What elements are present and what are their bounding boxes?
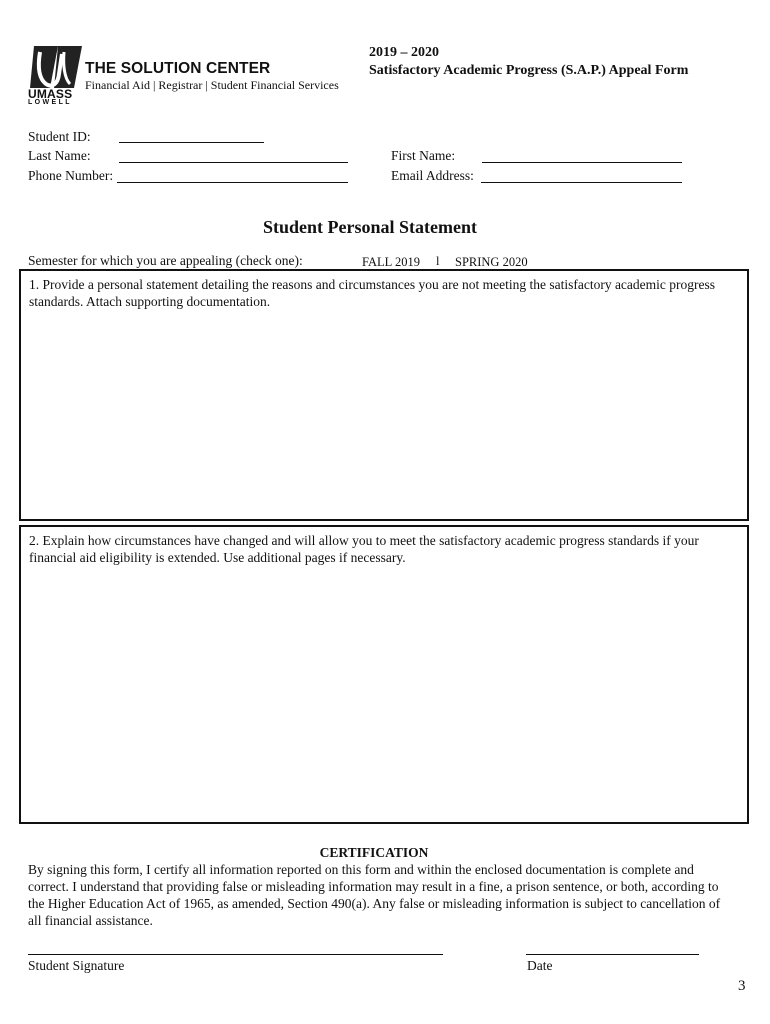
umass-logo-mark-icon — [28, 44, 84, 90]
date-label: Date — [527, 958, 553, 973]
circumstances-changed-box[interactable] — [19, 525, 749, 824]
semester-option-spring-2020[interactable]: SPRING 2020 — [455, 255, 528, 269]
question-1-text: 1. Provide a personal statement detailing the reasons and circumstances you are not meeting the satisfactory academic progress standards. Attach supporting documentation. — [29, 277, 716, 309]
umass-lowell-logo — [28, 44, 358, 108]
first-name-label: First Name: — [391, 148, 456, 163]
phone-number-field[interactable] — [117, 182, 348, 183]
email-address-label: Email Address: — [391, 168, 474, 183]
logo-tagline: Financial Aid | Registrar | Student Financial Services — [85, 78, 339, 92]
question-2-text: 2. Explain how circumstances have changed and will allow you to meet the satisfactory academic progress standards if your financial aid eligibility is extended. Use additional pages if necessary. — [29, 533, 699, 565]
certification-body: By signing this form, I certify all information reported on this form and within the enclosed documentation is complete and correct. I understand that providing false or misleading information may result in a fine, a prison sentence, or both, according to the Higher Education Act of 1965, as amended, Section 490(a). Any false or misleading information is subject to cancellation of all financial assistance. — [28, 862, 721, 928]
date-line[interactable] — [526, 954, 699, 955]
student-signature-line[interactable] — [28, 954, 443, 955]
student-id-field[interactable] — [119, 142, 264, 143]
semester-option-fall-2019[interactable]: FALL 2019 — [362, 255, 420, 269]
semester-prompt: Semester for which you are appealing (check one): — [28, 253, 303, 268]
page-number: 3 — [738, 978, 746, 994]
logo-lowell-text: LOWELL — [28, 99, 72, 106]
last-name-label: Last Name: — [28, 148, 91, 163]
last-name-field[interactable] — [119, 162, 348, 163]
email-address-field[interactable] — [481, 182, 682, 183]
semester-separator: l — [436, 254, 440, 268]
certification-title: CERTIFICATION — [319, 845, 429, 860]
personal-statement-box[interactable] — [19, 269, 749, 521]
first-name-field[interactable] — [482, 162, 682, 163]
form-year: 2019 – 2020 — [369, 45, 439, 60]
logo-umass-text: UMASS — [28, 87, 73, 101]
phone-number-label: Phone Number: — [28, 168, 114, 183]
form-title: Satisfactory Academic Progress (S.A.P.) Appeal Form — [369, 63, 689, 78]
student-signature-label: Student Signature — [28, 958, 125, 973]
section-heading: Student Personal Statement — [263, 217, 477, 237]
student-id-label: Student ID: — [28, 129, 91, 144]
logo-center-name: THE SOLUTION CENTER — [85, 60, 271, 77]
